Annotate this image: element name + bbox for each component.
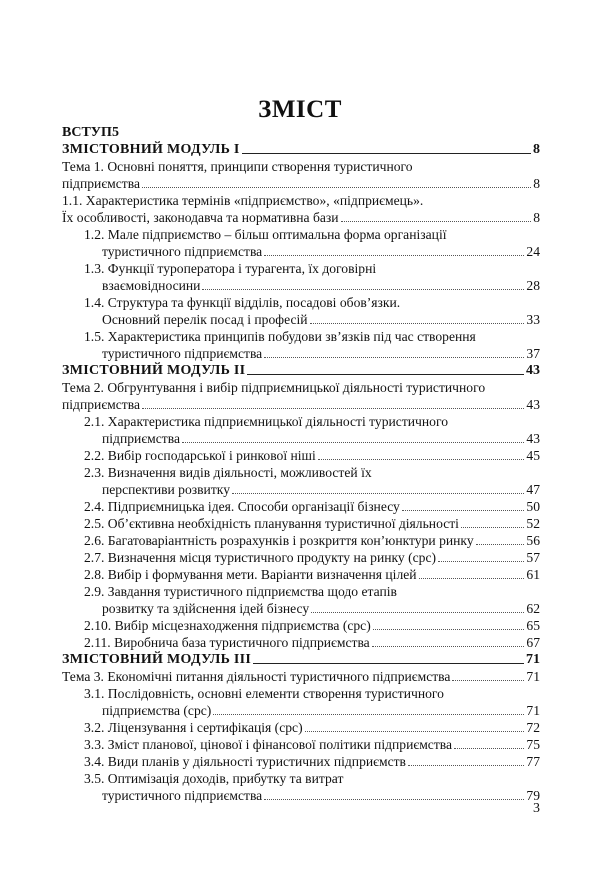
toc-entry: [62, 209, 540, 226]
toc-entry: [62, 617, 540, 634]
toc-entry: [62, 328, 540, 345]
toc-page-number: 43: [526, 431, 540, 446]
toc-leader: [310, 323, 525, 324]
toc-page-number: 37: [526, 346, 540, 361]
toc-page-number: 52: [526, 516, 540, 531]
toc-entry-title: Тема 2. Обгрунтування і вибір підприємницької діяльності туристичного: [62, 380, 486, 395]
toc-entry-title: Тема 1. Основні поняття, принципи створення туристичного: [62, 159, 413, 174]
toc-module-heading: [62, 651, 540, 668]
toc-entry: [62, 379, 540, 396]
toc-leader: [213, 714, 524, 715]
toc-entry: [62, 311, 540, 328]
toc-entry-title: 3.3. Зміст планової, цінової і фінансової політики підприємства: [84, 737, 453, 752]
toc-entry: [62, 447, 540, 464]
toc-page-number: 24: [526, 244, 540, 259]
toc-leader: [142, 187, 531, 188]
toc-entry: [62, 226, 540, 243]
toc-entry: [62, 566, 540, 583]
toc-entry-title: 1.2. Мале підприємство – більш оптимальна форма організації: [84, 227, 447, 242]
toc-entry-title: туристичного підприємства: [102, 244, 263, 259]
toc-entry: [62, 583, 540, 600]
toc-entry-title: 2.8. Вибір і формування мети. Варіанти визначення цілей: [84, 567, 417, 582]
toc-entry-title: 2.5. Об’єктивна необхідність планування туристичної діяльності: [84, 516, 459, 531]
toc-entry-title: Основний перелік посад і професій: [102, 312, 308, 327]
toc-page-number: 8: [533, 210, 540, 225]
toc-leader: [264, 255, 524, 256]
toc-entry: [62, 158, 540, 175]
toc-page-number: 56: [526, 533, 540, 548]
toc-entry: [62, 396, 540, 413]
toc-entry-title: Тема 3. Економічні питання діяльності туристичного підприємства: [62, 669, 451, 684]
toc-leader: [476, 544, 525, 545]
toc-entry-title: ЗМІСТОВНИЙ МОДУЛЬ ІІІ: [62, 652, 252, 667]
toc-entry: [62, 464, 540, 481]
page-number: 3: [533, 801, 540, 816]
toc-entry: [62, 770, 540, 787]
toc-entry: [62, 345, 540, 362]
toc-entry-title: 2.6. Багатоваріантність розрахунків і розкриття кон’юнктури ринку: [84, 533, 474, 548]
toc-page-number: 77: [526, 754, 540, 769]
toc-entry: [62, 430, 540, 447]
toc-page-number: 43: [526, 363, 540, 378]
toc-page-number: 65: [526, 618, 540, 633]
toc-entry-title: взаємовідносини: [102, 278, 201, 293]
toc-entry-title: ЗМІСТОВНИЙ МОДУЛЬ ІІ: [62, 363, 246, 378]
toc-leader: [305, 731, 525, 732]
toc-entry: [62, 260, 540, 277]
toc-entry-title: підприємства: [62, 397, 140, 412]
toc-leader: [247, 374, 524, 375]
toc-entry-title: 2.11. Виробнича база туристичного підприємства: [84, 635, 370, 650]
toc-entry-title: 1.1. Характеристика термінів «підприємство», «підприємець».: [62, 193, 424, 208]
toc-page-number: 67: [526, 635, 540, 650]
toc-entry-title: підприємства: [62, 176, 140, 191]
toc-entry-title: 2.4. Підприємницька ідея. Способи організації бізнесу: [84, 499, 400, 514]
toc-entry-title: розвитку та здійснення ідей бізнесу: [102, 601, 310, 616]
toc-entry-title: 2.3. Визначення видів діяльності, можливостей їх: [84, 465, 372, 480]
toc-page-number: 8: [533, 176, 540, 191]
toc-entry-title: 2.9. Завдання туристичного підприємства щодо етапів: [84, 584, 397, 599]
toc-leader: [242, 153, 531, 154]
toc-entry: [62, 685, 540, 702]
toc-leader: [461, 527, 524, 528]
toc-entry: [62, 498, 540, 515]
toc-entry-title: ВСТУП5: [62, 125, 119, 140]
toc-entry: [62, 532, 540, 549]
toc-page-number: 43: [526, 397, 540, 412]
toc-entry-title: Їх особливості, законодавча та нормативна бази: [62, 210, 339, 225]
toc-entry-title: 3.2. Ліцензування і сертифікація (срс): [84, 720, 303, 735]
toc-leader: [142, 408, 524, 409]
toc-entry-title: підприємства (срс): [102, 703, 212, 718]
toc-entry-title: 3.5. Оптимізація доходів, прибутку та витрат: [84, 771, 344, 786]
toc-entry: [62, 413, 540, 430]
toc-entry: [62, 753, 540, 770]
toc-leader: [264, 799, 524, 800]
toc-leader: [202, 289, 524, 290]
toc-entry: [62, 124, 540, 141]
page-title: ЗМІСТ: [258, 96, 342, 123]
toc-entry-title: 2.1. Характеристика підприємницької діяльності туристичного: [84, 414, 448, 429]
toc-page-number: 28: [526, 278, 540, 293]
toc-page-number: 50: [526, 499, 540, 514]
toc-page-number: 57: [526, 550, 540, 565]
toc-entry: [62, 600, 540, 617]
toc-page-number: 47: [526, 482, 540, 497]
toc-page-number: 61: [526, 567, 540, 582]
toc-leader: [372, 646, 525, 647]
toc-page-number: 79: [526, 788, 540, 803]
toc-leader: [253, 663, 524, 664]
toc-page-number: 72: [526, 720, 540, 735]
toc-entry: [62, 515, 540, 532]
toc-page-number: 8: [533, 142, 540, 157]
toc-entry-title: ЗМІСТОВНИЙ МОДУЛЬ І: [62, 142, 240, 157]
toc-entry-title: туристичного підприємства: [102, 788, 263, 803]
toc-entry-title: 2.10. Вибір місцезнаходження підприємства (срс): [84, 618, 371, 633]
toc-leader: [408, 765, 524, 766]
toc-entry: [62, 702, 540, 719]
toc-page-number: 75: [526, 737, 540, 752]
toc-leader: [419, 578, 525, 579]
toc-entry-title: перспективи розвитку: [102, 482, 230, 497]
toc-module-heading: [62, 141, 540, 158]
toc-page-number: 62: [526, 601, 540, 616]
toc-entry: [62, 192, 540, 209]
toc-page-number: 45: [526, 448, 540, 463]
toc-entry: [62, 549, 540, 566]
toc-page-number: 71: [526, 669, 540, 684]
toc-leader: [264, 357, 524, 358]
toc-leader: [318, 459, 525, 460]
toc-module-heading: [62, 362, 540, 379]
toc-entry-title: 1.4. Структура та функції відділів, посадові обов’язки.: [84, 295, 401, 310]
toc-leader: [373, 629, 525, 630]
toc-leader: [438, 561, 524, 562]
toc-entry: [62, 294, 540, 311]
toc-page-number: 71: [526, 703, 540, 718]
toc-entry: [62, 787, 540, 804]
toc-entry: [62, 481, 540, 498]
toc-leader: [402, 510, 525, 511]
toc-entry: [62, 719, 540, 736]
toc-entry-title: 3.1. Послідовність, основні елементи створення туристичного: [84, 686, 444, 701]
toc-entry: [62, 634, 540, 651]
toc-entry: [62, 277, 540, 294]
toc-entry: [62, 175, 540, 192]
toc-page-number: 71: [526, 652, 540, 667]
toc-leader: [311, 612, 524, 613]
toc-entry-title: 1.5. Характеристика принципів побудови зв’язків під час створення: [84, 329, 476, 344]
table-of-contents: [62, 124, 540, 804]
toc-leader: [182, 442, 524, 443]
toc-entry: [62, 736, 540, 753]
toc-page-number: 33: [526, 312, 540, 327]
toc-leader: [452, 680, 524, 681]
toc-entry-title: 2.7. Визначення місця туристичного продукту на ринку (срс): [84, 550, 437, 565]
toc-entry: [62, 668, 540, 685]
toc-entry-title: туристичного підприємства: [102, 346, 263, 361]
toc-leader: [232, 493, 524, 494]
toc-leader: [454, 748, 524, 749]
toc-entry-title: 2.2. Вибір господарської і ринкової ніші: [84, 448, 316, 463]
toc-leader: [341, 221, 532, 222]
toc-entry-title: 1.3. Функції туроператора і турагента, їх договірні: [84, 261, 377, 276]
toc-entry-title: підприємства: [102, 431, 180, 446]
toc-entry-title: 3.4. Види планів у діяльності туристичних підприємств: [84, 754, 406, 769]
toc-entry: [62, 243, 540, 260]
